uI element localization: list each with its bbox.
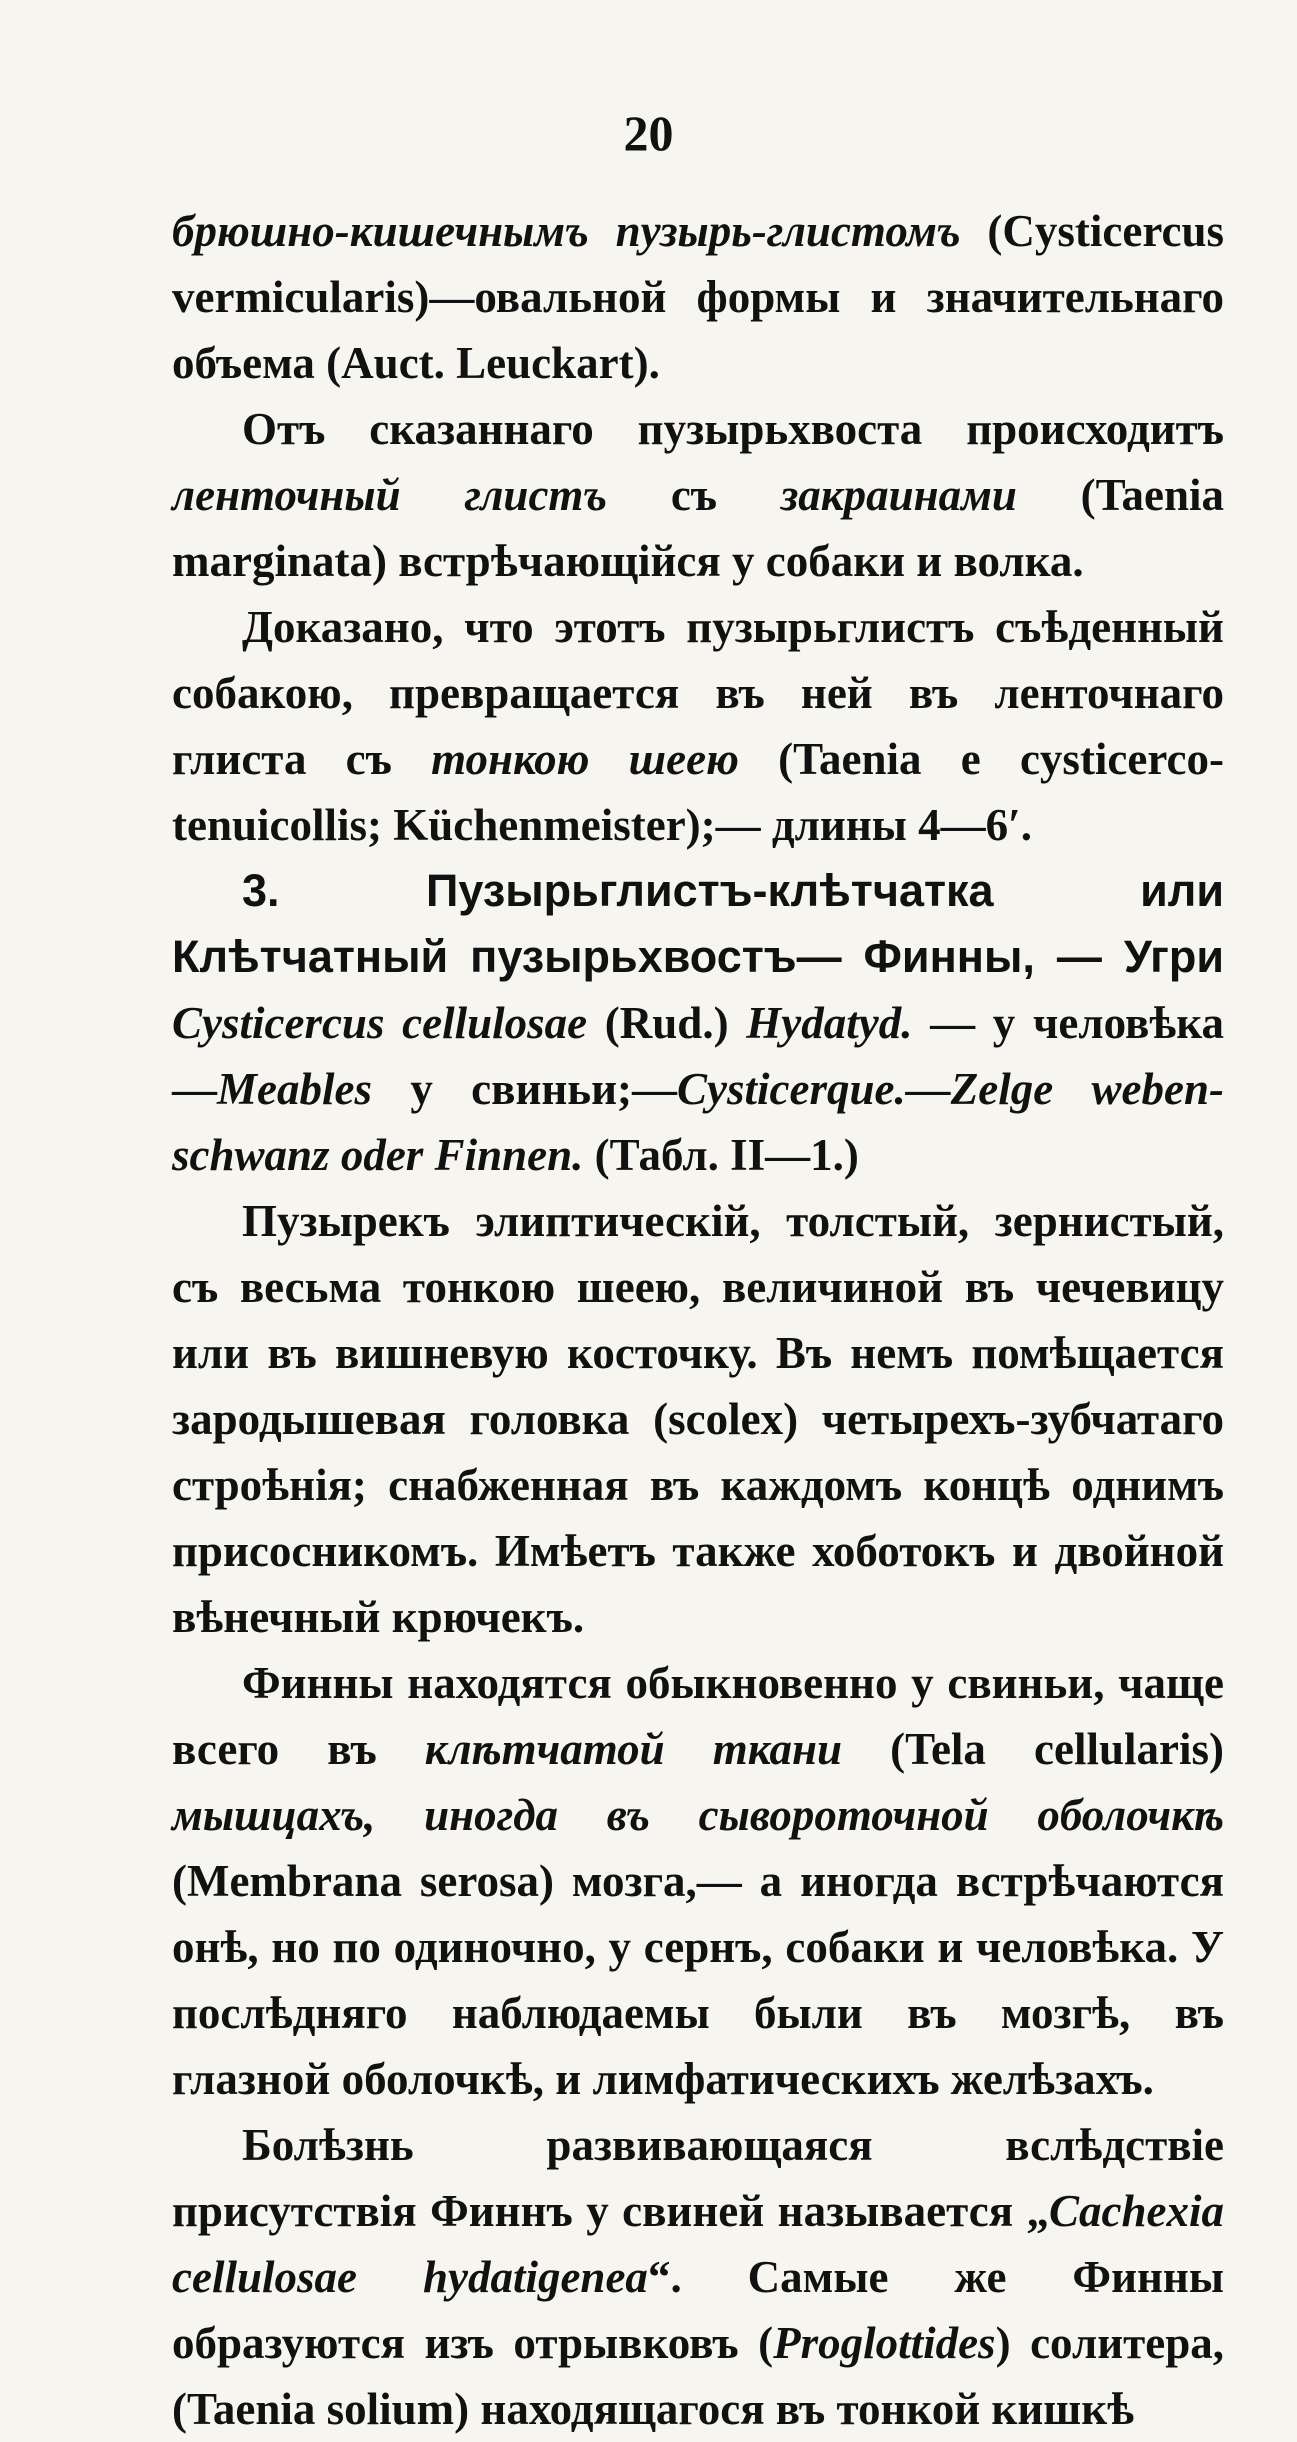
term-italic: закраинами — [780, 470, 1017, 520]
text-run: (Taenia marginata) встрѣчающійся у собаки и волка. — [172, 470, 1224, 586]
term-italic: Meables — [217, 1064, 372, 1114]
text-run: съ — [607, 470, 781, 520]
text-run: (Rud.) — [587, 998, 747, 1048]
term-italic: Hydatyd. — [746, 998, 913, 1048]
text-run: “. Самые же Финны образуются изъ отрывковъ ( — [172, 2252, 1224, 2368]
term-italic: клѣтчатой ткани — [424, 1724, 842, 1774]
section-heading: 3. Пузырьглистъ-клѣтчатка или Клѣтчатный пузырьхвостъ— Финны, — Угри — [172, 865, 1224, 982]
term-italic: брюшно-кишечнымъ пузырь-глистомъ — [172, 206, 961, 256]
text-run: Болѣзнь развивающаяся вслѣдствіе присутствія Финнъ у свиней называется „ — [172, 2120, 1224, 2236]
text-run: (Табл. II—1.) — [583, 1130, 859, 1180]
paragraph-7 — [172, 2112, 1224, 2442]
paragraph-2 — [172, 396, 1224, 594]
text-run: у свиньи;— — [371, 1064, 678, 1114]
page-number: 20 — [623, 105, 674, 161]
text-run: (Tela cellularis) — [841, 1724, 1224, 1774]
term-italic: Cysticerque.—Zelge webenschwanz oder Finnen. — [172, 1064, 1224, 1180]
text-run: Доказано, что этотъ пузырьглистъ съѣденный собакою, превращается въ ней въ ленточнаго глиста съ — [172, 602, 1224, 784]
term-italic: тонкою шеею — [431, 734, 739, 784]
body-text — [172, 198, 1224, 2442]
text-run: (Membrana serosa) мозга,— а иногда встрѣчаются онѣ, но по одиночно, у сернъ, собаки и человѣка. У послѣдняго наблюдаемы были въ мозгѣ, въ глазной оболочкѣ, и лимфатическихъ желѣзахъ. — [172, 1856, 1224, 2104]
term-italic: ленточный глистъ — [172, 470, 608, 520]
term-italic: Proglottides — [773, 2318, 996, 2368]
paragraph-6 — [172, 1650, 1224, 2112]
section-heading-paragraph — [172, 858, 1224, 1188]
paragraph-5 — [172, 1188, 1224, 1650]
text-run: (Taenia e cysticerco-tenuicollis; Küchenmeister);— длины 4—6′. — [172, 734, 1224, 850]
text-run: — у человѣка— — [172, 998, 1224, 1114]
term-italic: Cachexia cellulosae hydatigenea — [172, 2186, 1224, 2302]
text-run: (Cysticercus vermicularis)—овальной формы и значительнаго объема (Auct. Leuckart). — [172, 206, 1224, 388]
text-run: Пузырекъ элиптическій, толстый, зернистый, съ весьма тонкою шеею, величиной въ чечевицу или въ вишневую косточку. Въ немъ помѣщается зародышевая головка (scolex) четырехъ-зубчатаго строѣнія; снабженная въ каждомъ концѣ однимъ присосникомъ. Имѣетъ также хоботокъ и двойной вѣнечный крючекъ. — [172, 1196, 1224, 1642]
text-run: Финны находятся обыкновенно у свиньи, чаще всего въ — [172, 1658, 1224, 1774]
term-italic: мышцахъ, иногда въ сывороточной оболочкѣ — [172, 1790, 1224, 1840]
term-italic: Cysticercus cellulosae — [172, 998, 588, 1048]
text-run: Отъ сказаннаго пузырьхвоста происходитъ — [242, 404, 1224, 454]
paragraph-1 — [172, 198, 1224, 396]
paragraph-3 — [172, 594, 1224, 858]
text-run: ) солитера, (Taenia solium) находящагося въ тонкой кишкѣ — [172, 2318, 1224, 2434]
